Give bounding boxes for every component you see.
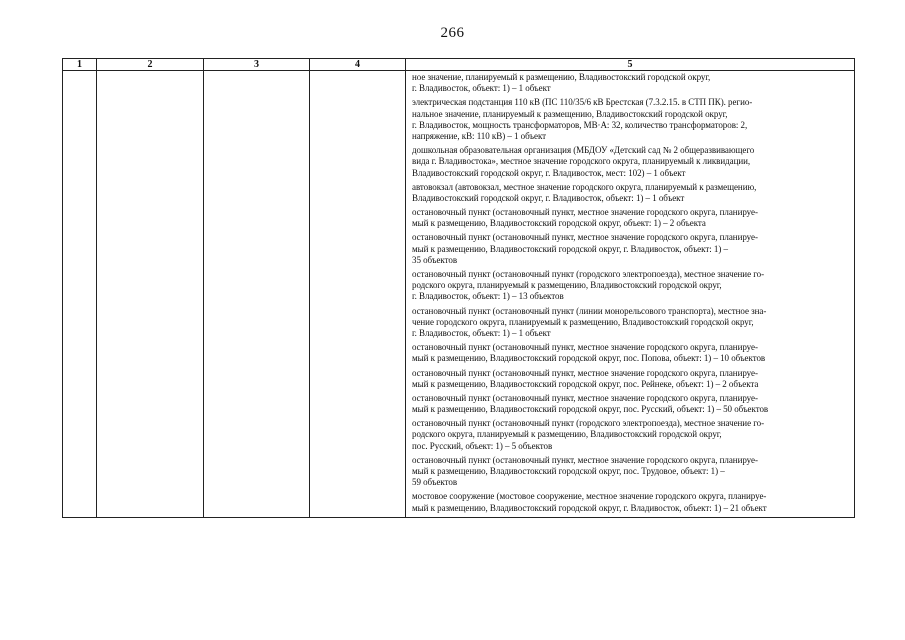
entry-line: мый к размещению, Владивостокский городской округ, пос. Рейнеке, объект: 1) – 2 объекта (412, 378, 759, 389)
entry-line: нальное значение, планируемый к размещению, Владивостокский городской округ, (412, 108, 728, 119)
entry-line: остановочный пункт (остановочный пункт, местное значение городского округа, планируе- (412, 392, 758, 403)
document-table (62, 58, 855, 518)
entry-line: остановочный пункт (остановочный пункт, местное значение городского округа, планируе- (412, 454, 758, 465)
entry-line: ное значение, планируемый к размещению, Владивостокский городской округ, (412, 72, 711, 82)
entry-line: остановочный пункт (остановочный пункт, местное значение городского округа, планируе- (412, 367, 758, 378)
column-header-4: 4 (310, 59, 406, 71)
cell-column-3 (204, 71, 310, 518)
entry-line: мостовое сооружение (мостовое сооружение, местное значение городского округа, планируе- (412, 491, 767, 502)
object-entry (412, 491, 850, 516)
entry-line: родского округа, планируемый к размещению, Владивостокский городской округ, (412, 429, 722, 440)
entry-line: мый к размещению, Владивостокский городской округ, г. Владивосток, объект: 1) – (412, 243, 728, 254)
page-number: 266 (440, 25, 465, 41)
entry-line: г. Владивосток, мощность трансформаторов, МВ·А: 32, количество трансформаторов: 2, (412, 119, 748, 130)
entry-line: 35 объектов (412, 254, 458, 265)
entry-line: г. Владивосток, объект: 1) – 13 объектов (412, 291, 564, 302)
entry-line: г. Владивосток, объект: 1) – 1 объект (412, 327, 551, 338)
object-entry (412, 342, 850, 367)
object-entry (412, 97, 850, 145)
entry-line: остановочный пункт (остановочный пункт (линии монорельсового транспорта), местное зна- (412, 305, 767, 316)
column-header-5: 5 (406, 59, 855, 71)
entry-line: напряжение, кВ: 110 кВ) – 1 объект (412, 130, 547, 141)
cell-column-2 (97, 71, 204, 518)
object-entry (412, 418, 850, 455)
table-row (63, 71, 855, 518)
entry-line: Владивостокский городской округ, г. Владивосток, мест: 102) – 1 объект (412, 167, 686, 178)
object-entry (412, 182, 850, 207)
cell-column-5 (406, 71, 855, 518)
object-entry (412, 368, 850, 393)
object-entry (412, 72, 850, 97)
entry-line: остановочный пункт (остановочный пункт (городского электропоезда), местное значение го- (412, 269, 765, 279)
object-entry (412, 269, 850, 306)
object-entry (412, 306, 850, 343)
column-header-2: 2 (97, 59, 204, 71)
entry-line: вида г. Владивостока», местное значение городского округа, планируемый к ликвидации, (412, 156, 751, 167)
entry-line: мый к размещению, Владивостокский городской округ, пос. Русский, объект: 1) – 50 объектов (412, 404, 769, 415)
entry-line: чение городского округа, планируемый к размещению, Владивостокский городской округ, (412, 316, 754, 327)
entry-line: Владивостокский городской округ, г. Владивосток, объект: 1) – 1 объект (412, 192, 685, 203)
object-entry (412, 145, 850, 182)
entry-line: дошкольная образовательная организация (МБДОУ «Детский сад № 2 общеразвивающего (412, 145, 755, 156)
entry-line: г. Владивосток, объект: 1) – 1 объект (412, 83, 551, 94)
entry-line: остановочный пункт (остановочный пункт, местное значение городского округа, планируе- (412, 342, 758, 353)
object-entry (412, 207, 850, 232)
object-entries-list (406, 71, 854, 517)
entry-line: пос. Русский, объект: 1) – 5 объектов (412, 440, 553, 451)
entry-line: мый к размещению, Владивостокский городской округ, объект: 1) – 2 объекта (412, 218, 706, 229)
entry-line: родского округа, планируемый к размещению, Владивостокский городской округ, (412, 280, 722, 291)
object-entry (412, 393, 850, 418)
entry-line: электрическая подстанция 110 кВ (ПС 110/35/6 кВ Брестская (7.3.2.15. в СТП ПК). регио- (412, 97, 753, 108)
object-entry (412, 232, 850, 269)
entry-line: остановочный пункт (остановочный пункт (городского электропоезда), местное значение го- (412, 418, 765, 429)
entry-line: мый к размещению, Владивостокский городской округ, пос. Трудовое, объект: 1) – (412, 466, 725, 476)
object-entry (412, 455, 850, 492)
entry-line: 59 объектов (412, 477, 458, 488)
entry-line: остановочный пункт (остановочный пункт, местное значение городского округа, планируе- (412, 232, 758, 243)
column-header-3: 3 (204, 59, 310, 71)
entry-line: мый к размещению, Владивостокский городской округ, пос. Попова, объект: 1) – 10 объектов (412, 353, 766, 364)
entry-line: остановочный пункт (остановочный пункт, местное значение городского округа, планируе- (412, 207, 758, 218)
column-header-1: 1 (63, 59, 97, 71)
cell-column-1 (63, 71, 97, 518)
entry-line: мый к размещению, Владивостокский городской округ, г. Владивосток, объект: 1) – 21 объект (412, 502, 767, 513)
table-header-row (63, 59, 855, 71)
entry-line: автовокзал (автовокзал, местное значение городского округа, планируемый к размещению, (412, 181, 757, 192)
cell-column-4 (310, 71, 406, 518)
